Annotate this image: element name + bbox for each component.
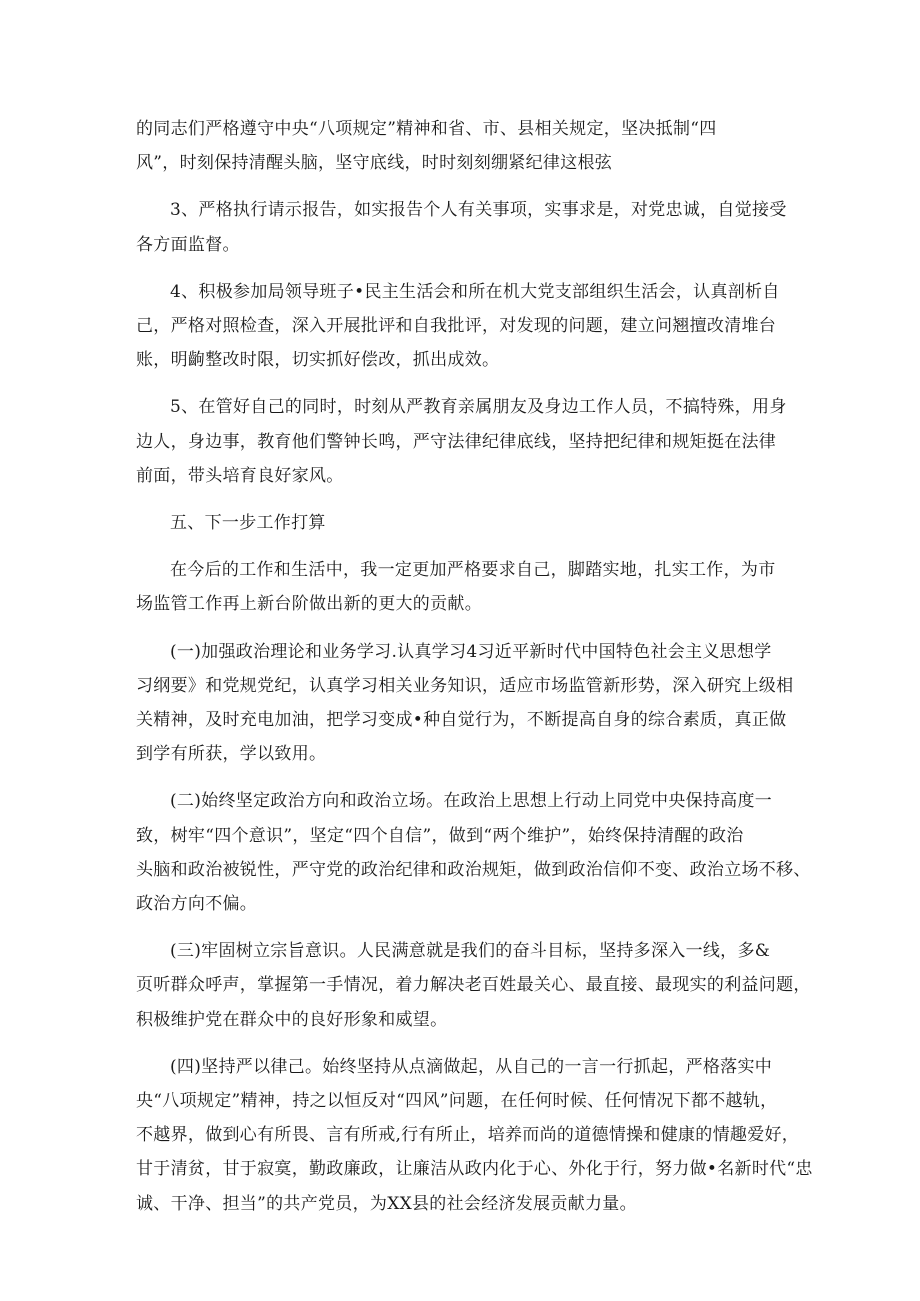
paragraph-continuation (136, 112, 784, 180)
text-line: 甘于清贫，甘于寂寞，勤政廉政，让廉洁从政内化于心、外化于行，努力做•名新时代“忠 (136, 1159, 813, 1180)
text-line: 头脑和政治被锐性，严守党的政治纪律和政治规矩，做到政治信仰不变、政治立场不移、 (136, 859, 811, 880)
paragraph-sub-3 (136, 934, 811, 1037)
text-line: 页听群众呼声，掌握第一手情况，着力解决老百姓最关心、最直接、最现实的利益问题， (136, 975, 811, 996)
text-line: 致，树牢“四个意识”，坚定“四个自信”，做到“两个维护”，始终保持清醒的政治 (136, 825, 744, 846)
text-line: (一)加强政治理论和业务学习.认真学习4习近平新时代中国特色社会主义思想学 (170, 641, 772, 662)
text-line: 不越界，做到心有所畏、言有所戒,行有所止，培养而尚的道德情操和健康的情趣爱好， (136, 1125, 800, 1146)
text-line: 到学有所获，学以致用。 (136, 744, 327, 765)
text-line: (二)始终坚定政治方向和政治立场。在政治上思想上行动上同党中央保持高度一 (170, 791, 773, 812)
text-line: 账，明齣整改时限，切实抓好偿改，抓出成效。 (136, 350, 500, 371)
text-line: (四)坚持严以律己。始终坚持从点滴做起，从自己的一言一行抓起，严格落实中 (170, 1056, 773, 1077)
text-line: 5、在管好自己的同时，时刻从严教育亲属朋友及身边工作人员，不搞特殊，用身 (170, 397, 787, 418)
text-line: 4、积极参加局领导班子•民主生活会和所在机大党支部组织生活会，认真剖析自 (170, 281, 780, 302)
paragraph-item-3 (136, 193, 787, 261)
paragraph-intro (136, 553, 784, 621)
paragraph-sub-1 (136, 635, 794, 772)
text-line: 的同志们严格遵守中央“八项规定”精神和省、市、县相关规定，坚决抵制“四 (136, 119, 717, 139)
text-line: 风”，时刻保持清醒头脑，坚守底线，时时刻刻绷紧纪律这根弦 (136, 153, 613, 174)
heading-text: 五、下一步工作打算 (170, 513, 326, 534)
text-line: 场监管工作再上新台阶做出新的更大的贡献。 (136, 594, 482, 615)
text-line: 关精神，及时充电加油，把学习变成•种自觉行为，不断提高自身的综合素质，真正做 (136, 710, 787, 731)
text-line: (三)牢固树立宗旨意识。人民满意就是我们的奋斗目标，坚持多深入一线，多& (170, 941, 771, 962)
text-line: 前面，带头培育良好家风。 (136, 465, 344, 486)
text-line: 己，严格对照检查，深入开展批评和自我批评，对发现的问题，建立问翘擅改清堆台 (136, 316, 777, 337)
text-line: 边人，身边事，教育他们警钟长鸣，严守法律纪律底线，坚持把纪律和规矩挺在法律 (136, 431, 777, 452)
text-line: 央“八项规定”精神，持之以恒反对“四风”问题，在任何时候、任何情况下都不越轨， (136, 1091, 778, 1112)
paragraph-sub-4 (136, 1050, 813, 1221)
paragraph-sub-2 (136, 784, 811, 921)
section-heading (136, 506, 784, 540)
text-line: 积极维护党在群众中的良好形象和威望。 (136, 1009, 448, 1030)
text-line: 3、严格执行请示报告，如实报告个人有关事项，实事求是，对党忠诚，自觉接受 (170, 200, 787, 221)
document-body (136, 112, 813, 1234)
text-line: 在今后的工作和生活中，我一定更加严格要求自己，脚踏实地，扎实工作，为市 (170, 560, 776, 581)
text-line: 习纲要》和党规党纪，认真学习相关业务知识，适应市场监管新形势，深入研究上级相 (136, 675, 794, 696)
text-line: 诚、干净、担当”的共产党员，为XX县的社会经济发展贡献力量。 (136, 1193, 637, 1214)
text-line: 各方面监督。 (136, 234, 240, 255)
paragraph-item-4 (136, 275, 784, 378)
text-line: 政治方向不偏。 (136, 894, 258, 915)
paragraph-item-5 (136, 390, 787, 493)
